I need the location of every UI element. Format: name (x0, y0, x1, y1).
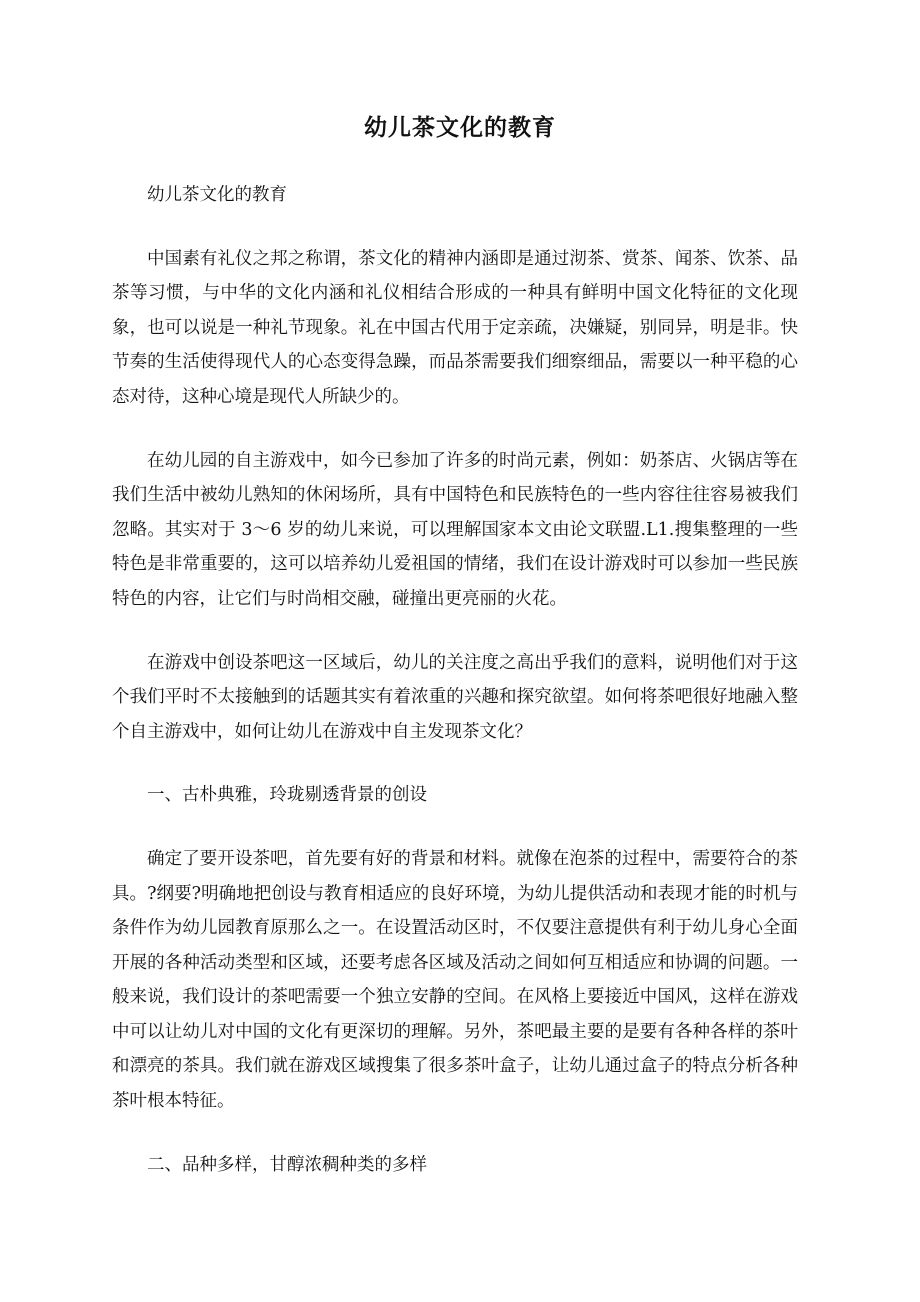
subtitle-paragraph: 幼儿茶文化的教育 (147, 185, 287, 205)
body-paragraph: 在游戏中创设茶吧这一区域后，幼儿的关注度之高出乎我们的意料，说明他们对于这个我们平时不太接触到的话题其实有着浓重的兴趣和探究欲望。如何将茶吧很好地融入整个自主游戏中，如何让幼儿在游戏中自主发现茶文化？ (112, 652, 798, 742)
document-body (112, 178, 798, 1211)
section-heading: 一、古朴典雅，玲珑剔透背景的创设 (147, 785, 427, 806)
section-heading: 二、品种多样，甘醇浓稠种类的多样 (147, 1154, 427, 1175)
body-paragraph: 在幼儿园的自主游戏中，如今已参加了许多的时尚元素，例如：奶茶店、火锅店等在我们生活中被幼儿熟知的休闲场所，具有中国特色和民族特色的一些内容往往容易被我们忽略。其实对于 3～6 岁的幼儿来说，可以理解国家本文由论文联盟.L1.搜集整理的一些特色是非常重要的，这可以培养幼儿爱祖国的情绪，我们在设计游戏时可以参加一些民族特色的内容，让它们与时尚相交融，碰撞出更亮丽的火花。 (112, 450, 798, 609)
body-paragraph: 中国素有礼仪之邦之称谓，茶文化的精神内涵即是通过沏茶、赏茶、闻茶、饮茶、品茶等习惯，与中华的文化内涵和礼仪相结合形成的一种具有鲜明中国文化特征的文化现象，也可以说是一种礼节现象。礼在中国古代用于定亲疏，决嫌疑，别同异，明是非。快节奏的生活使得现代人的心态变得急躁，而品茶需要我们细察细品，需要以一种平稳的心态对待，这种心境是现代人所缺少的。 (112, 248, 798, 407)
document-title: 幼儿茶文化的教育 (364, 114, 556, 141)
body-paragraph: 确定了要开设茶吧，首先要有好的背景和材料。就像在泡茶的过程中，需要符合的茶具。?纲要?明确地把创设与教育相适应的良好环境，为幼儿提供活动和表现才能的时机与条件作为幼儿园教育原那么之一。在设置活动区时，不仅要注意提供有利于幼儿身心全面开展的各种活动类型和区域，还要考虑各区域及活动之间如何互相适应和协调的问题。一般来说，我们设计的茶吧需要一个独立安静的空间。在风格上要接近中国风，这样在游戏中可以让幼儿对中国的文化有更深切的理解。另外，茶吧最主要的是要有各种各样的茶叶和漂亮的茶具。我们就在游戏区域搜集了很多茶叶盒子，让幼儿通过盒子的特点分析各种茶叶根本特征。 (112, 848, 798, 1112)
